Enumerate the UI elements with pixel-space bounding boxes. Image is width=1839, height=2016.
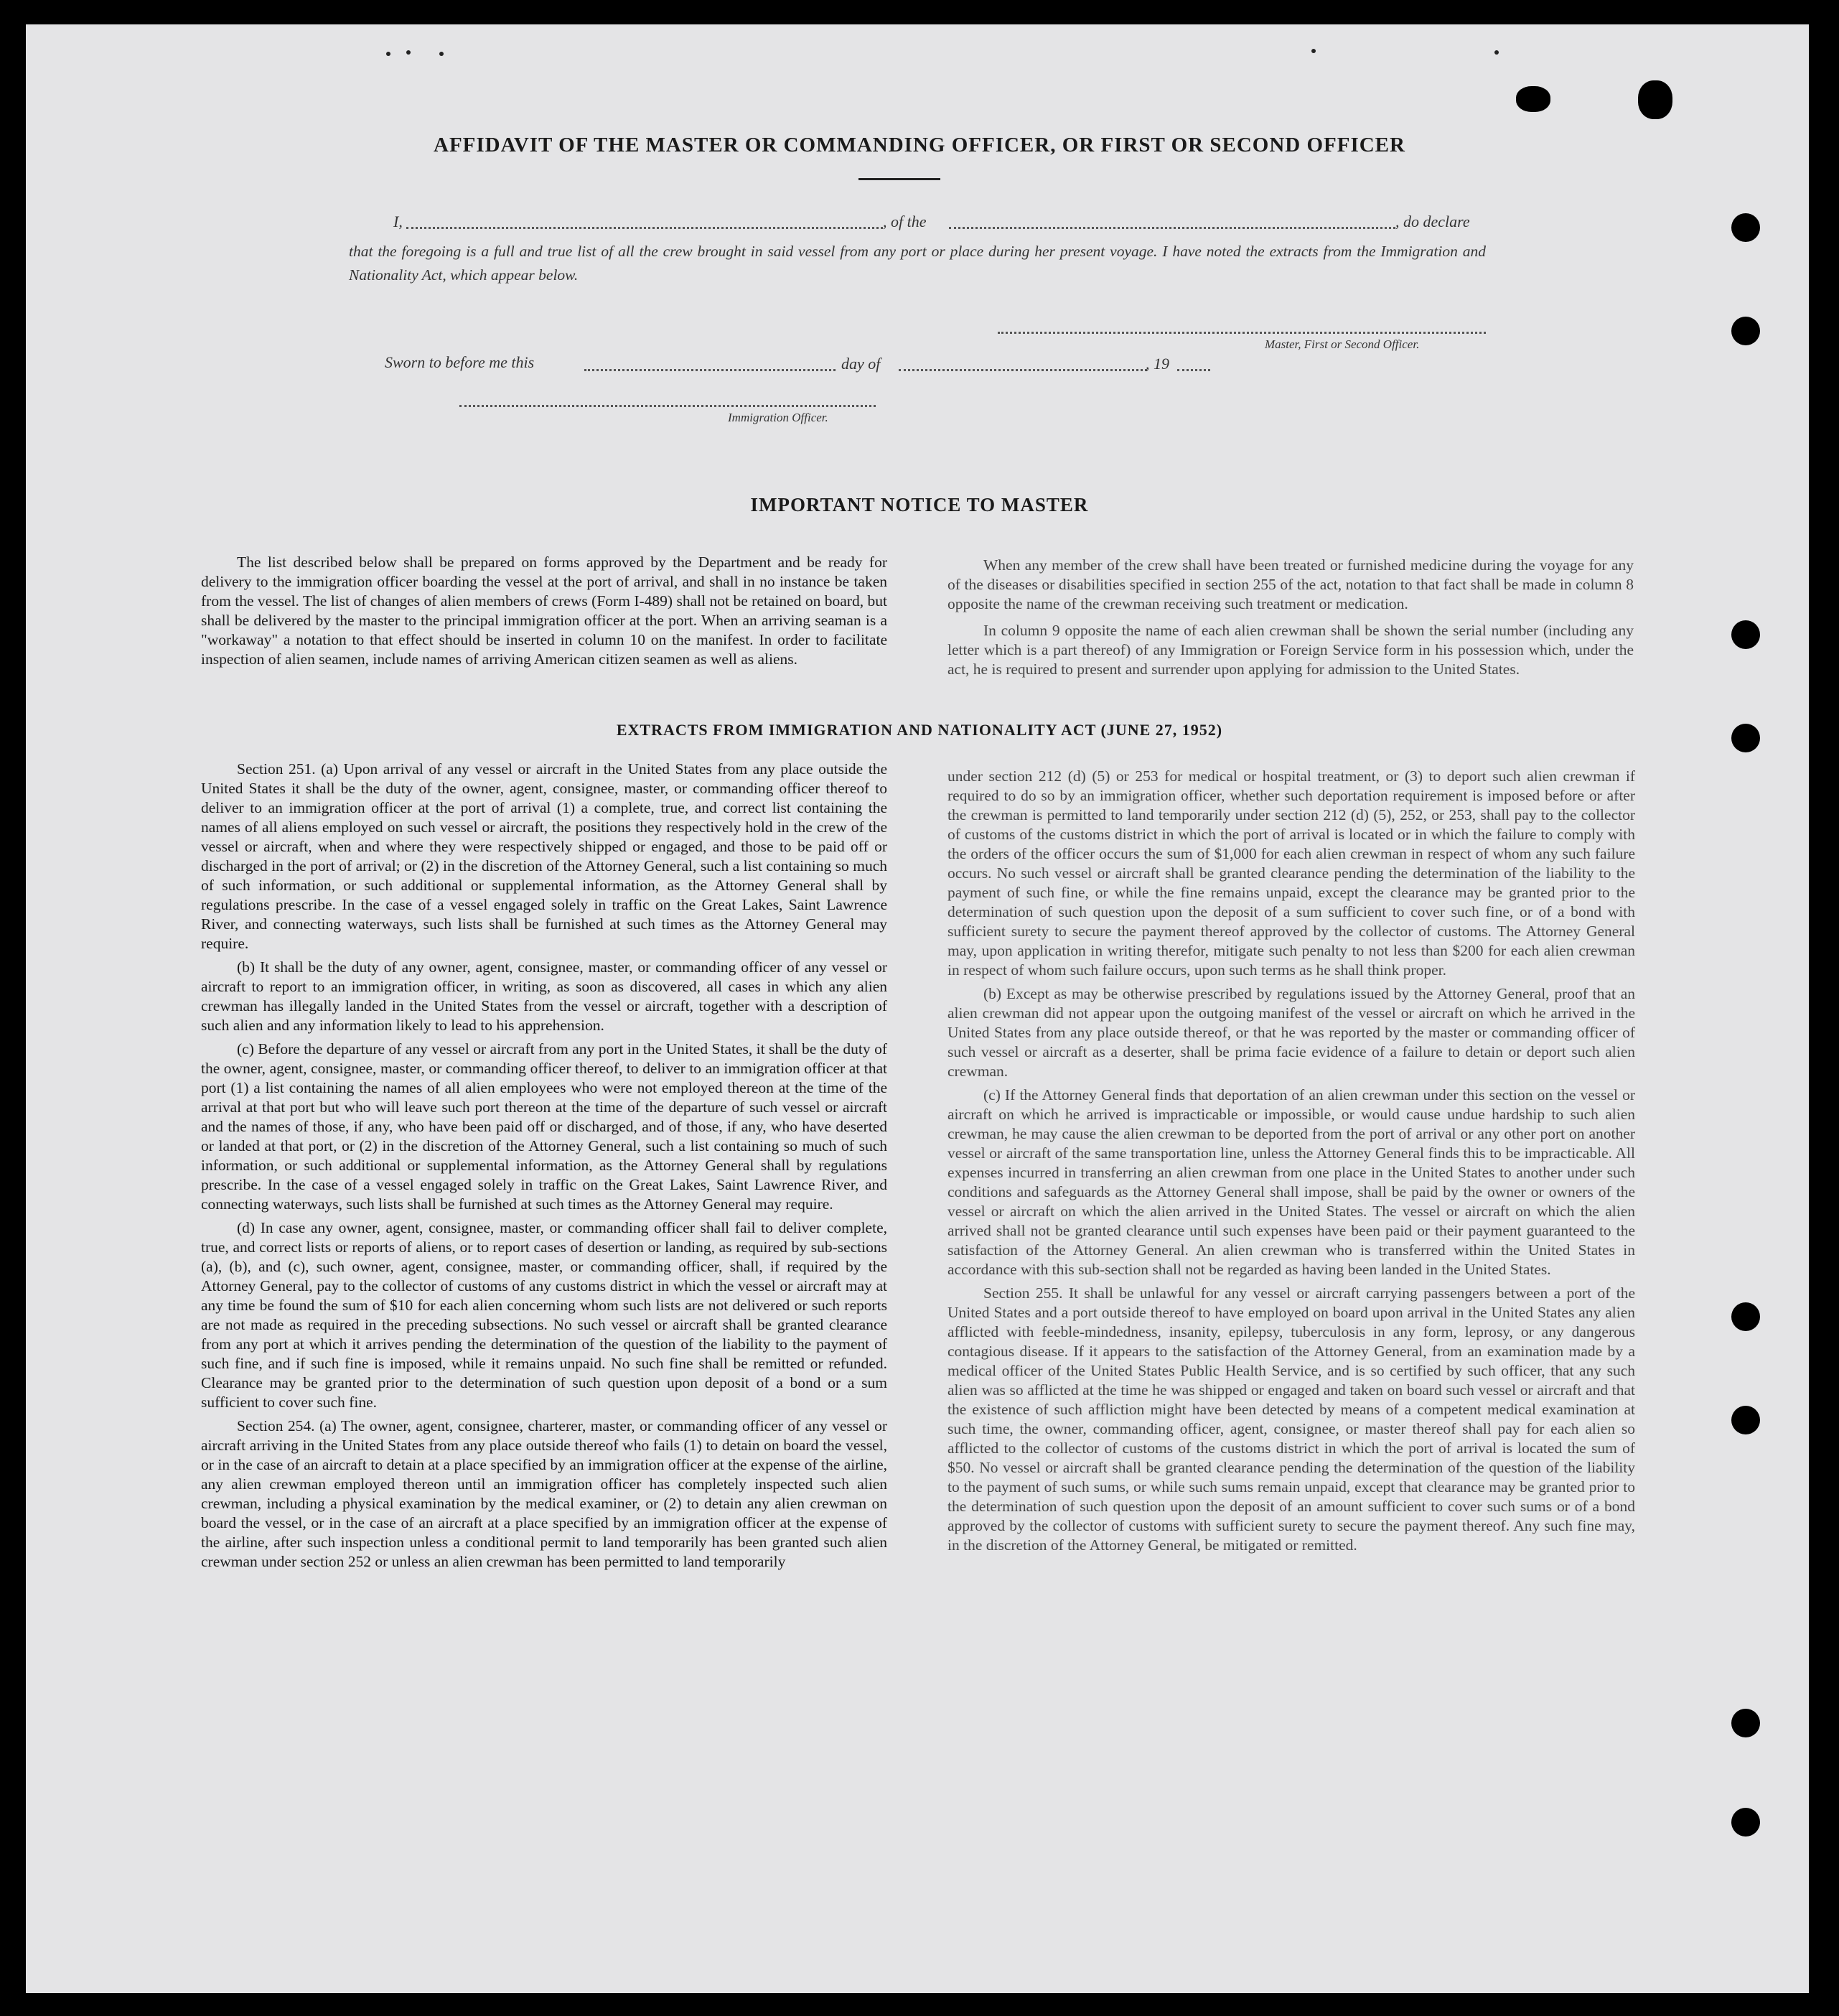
sworn-year-field[interactable] [1177, 369, 1210, 371]
speck-mark [439, 52, 444, 56]
day-of-label: day of [841, 355, 881, 373]
punch-hole [1731, 213, 1760, 242]
notice-left-column [201, 553, 887, 673]
extract-paragraph: (c) If the Attorney General finds that deportation of an alien crewman under this section on the vessel or aircraft on which he arrived is impracticable or impossible, or would cause undue hardship to such alien crewman, he may cause the alien crewman to be deported from the port of arrival or any other port on another vessel or aircraft of the same transportation line, unless the Attorney General finds this to be impracticable. All expenses incurred in transferring an alien crewman from one place in the United States to another under such conditions and safeguards as the Attorney General shall impose, shall be paid by the owner or owners of the vessel or aircraft on which the alien arrived in the United States. The vessel or aircraft on which the alien arrived shall not be granted clearance until such expenses have been paid or their payment guaranteed to the satisfaction of the Attorney General. An alien crewman who is transferred within the United States in accordance with this sub-section shall not be regarded as having been landed in the United States. [947, 1086, 1635, 1278]
extract-paragraph: under section 212 (d) (5) or 253 for medical or hospital treatment, or (3) to deport such alien crewman if required to do so by an immigration officer, whether such deportation requirement is imposed before or after the crewman is permitted to land temporarily under section 212 (d) (5), 252, or 253, shall pay to the collector of customs of the customs district in which the port of arrival is located or in which the failure to comply with the orders of the officer occurs the sum of $1,000 for each alien crewman in respect of whom any such failure occurs. No such vessel or aircraft shall be granted clearance pending the determination of the liability to the payment of such fine, or while the fine remains unpaid, except the clearance may be granted prior to the determination of such question upon the deposit of a sum sufficient to cover such fine, or of a bond with sufficient surety to secure the payment thereof approved by the collector of customs. The Attorney General may, upon application in writing therefor, mitigate such penalty to not less than $200 for each alien crewman in respect of whom such failure occurs, upon such terms as he shall think proper. [947, 767, 1635, 979]
extract-paragraph: Section 254. (a) The owner, agent, consignee, charterer, master, or commanding officer of any vessel or aircraft arriving in the United States from any place outside thereof who fails (1) to detain on board the vessel, or in the case of an aircraft to detain at a place specified by an immigration officer at the expense of the airline, any alien crewman employed thereon until an immigration officer has completely inspected such alien crewman, including a physical examination by the medical examiner, or (2) to detain any alien crewman on board the vessel, or in the case of an aircraft at a place specified by an immigration officer at the expense of the airline, after such inspection unless a conditional permit to land temporarily has been granted such alien crewman under section 252 or unless an alien crewman has been permitted to land temporarily [201, 1417, 887, 1570]
affidavit-do-declare: , do declare [1395, 213, 1470, 230]
title-rule [858, 178, 940, 180]
extract-paragraph: Section 251. (a) Upon arrival of any vessel or aircraft in the United States from any place outside the United States it shall be the duty of the owner, agent, consignee, master, or commanding officer thereof to deliver to an immigration officer at the port of arrival (1) a complete, true, and correct list containing the names of all aliens employed on such vessel or aircraft, the positions they respectively hold in the crew of the vessel or aircraft, when and where they were respectively shipped or engaged, and those to be paid off or discharged in the port of arrival; or (2) in the discretion of the Attorney General, such a list containing so much of such information, or such additional or supplemental information, as the Attorney General shall by regulations prescribe. In the case of a vessel engaged solely in traffic on the Great Lakes, Saint Lawrence River, and connecting waterways, such lists shall be furnished at such times as the Attorney General may require. [201, 760, 887, 952]
punch-hole [1731, 620, 1760, 649]
affidavit-of-the: , of the [883, 213, 927, 230]
speck-mark [386, 52, 390, 56]
vessel-field[interactable] [949, 227, 1395, 229]
name-field[interactable] [406, 227, 883, 229]
punch-hole [1731, 1808, 1760, 1837]
affidavit-declaration: that the foregoing is a full and true list of all the crew brought in said vessel from any port or place during her present voyage. I have noted the extracts from the Immigration and Nationality Act, which appear below. [349, 243, 1486, 284]
ink-blot [1516, 86, 1550, 112]
extracts-left-column [201, 760, 887, 1576]
extract-paragraph: (b) It shall be the duty of any owner, agent, consignee, master, or commanding officer of any vessel or aircraft to report to an immigration officer, in writing, as soon as discovered, all cases in which any alien crewman has illegally landed in the United States from the vessel or aircraft, together with a description of such alien and any information likely to lead to his apprehension. [201, 958, 887, 1034]
speck-mark [1311, 49, 1316, 53]
master-signature-field[interactable] [998, 332, 1486, 334]
notice-right-column [947, 556, 1634, 683]
punch-hole [1731, 1709, 1760, 1737]
notice-paragraph: When any member of the crew shall have been treated or furnished medicine during the voyage for any of the diseases or disabilities specified in section 255 of the act, notation to that fact shall be made in column 8 opposite the name of the crewman receiving such treatment or medication. [947, 556, 1634, 612]
sworn-day-field[interactable] [584, 369, 836, 371]
notice-paragraph: In column 9 opposite the name of each alien crewman shall be shown the serial number (including any letter which is a part thereof) of any Immigration or Foreign Service form in his possession which, under the act, he is required to present and surrender upon applying for admission to the United States. [947, 622, 1634, 678]
extract-paragraph: (c) Before the departure of any vessel or aircraft from any port in the United States, it shall be the duty of the owner, agent, consignee, master, or commanding officer thereof, to deliver to an immigration officer at that port (1) a list containing the names of all alien employees who were not employed thereon at the time of the arrival at that port but who will leave such port thereon at the time of the departure of such vessel or aircraft and the names of those, if any, who have been paid off or discharged, and of those, if any, who have deserted or landed at that port, or (2) in the discretion of the Attorney General, such a list containing so much of such information, or such additional or supplemental information, as the Attorney General shall by regulations prescribe. In the case of a vessel engaged solely in traffic on the Great Lakes, Saint Lawrence River, and connecting waterways, such lists shall be furnished at such times as the Attorney General may require. [201, 1040, 887, 1213]
notice-paragraph: The list described below shall be prepared on forms approved by the Department and be ready for delivery to the immigration officer boarding the vessel at the port of arrival, and shall in no instance be taken from the vessel. The list of changes of alien members of crews (Form I-489) shall not be retained on board, but shall be delivered by the master to the principal immigration officer at the port. When an arriving seaman is a "workaway" a notation to that effect should be inserted in column 10 on the manifest. In order to facilitate inspection of alien seamen, include names of arriving American citizen seamen as well as aliens. [201, 554, 887, 668]
sworn-month-field[interactable] [899, 369, 1147, 371]
speck-mark [1494, 50, 1499, 55]
year-label: , 19 [1146, 355, 1169, 373]
extract-paragraph: (b) Except as may be otherwise prescribed by regulations issued by the Attorney General, proof that an alien crewman did not appear upon the outgoing manifest of the vessel or aircraft on which he arrived in the United States from any place outside thereof, or that he was reported by the master or commanding officer of such vessel or aircraft as a deserter, shall be prima facie evidence of a failure to detain or deport such alien crewman. [947, 985, 1635, 1080]
officer-caption: Immigration Officer. [728, 411, 828, 424]
punch-hole [1731, 1302, 1760, 1331]
extract-paragraph: (d) In case any owner, agent, consignee, master, or commanding officer shall fail to deliver complete, true, and correct lists or reports of aliens, or to report cases of desertion or landing, as required by sub-sections (a), (b), and (c), such owner, agent, consignee, master, or commanding officer, shall, if required by the Attorney General, pay to the collector of customs of any customs district in which the vessel or aircraft may at any time be found the sum of $10 for each alien concerning whom such lists are not delivered or such reports are not made as required in the preceding subsections. No such vessel or aircraft shall be granted clearance from any port at which it arrives pending the determination of the question of the liability to the payment of such fine, and if such fine is imposed, while it remains unpaid. No such fine shall be remitted or refunded. Clearance may be granted prior to the determination of such question upon deposit of a bond or a sum sufficient to cover such fine. [201, 1219, 887, 1411]
speck-mark [406, 50, 411, 55]
affidavit-title: AFFIDAVIT OF THE MASTER OR COMMANDING OFFICER, OR FIRST OR SECOND OFFICER [434, 134, 1405, 157]
master-caption: Master, First or Second Officer. [1265, 337, 1420, 351]
extract-paragraph: Section 255. It shall be unlawful for any vessel or aircraft carrying passengers between a port of the United States and a port outside thereof to have employed on board upon arrival in the United States any alien afflicted with feeble-mindedness, insanity, epilepsy, tuberculosis in any form, leprosy, or any dangerous contagious disease. If it appears to the satisfaction of the Attorney General, from an examination made by a medical officer of the United States Public Health Service, and is so certified by such officer, that any such alien was so afflicted at the time he was shipped or engaged and taken on board such vessel or aircraft and that the existence of such affliction might have been detected by means of a competent medical examination at such time, the owner, commanding officer, agent, consignee, or master thereof shall pay for each alien so afflicted to the collector of customs of the customs district in which the port of arrival is located the sum of $50. No vessel or aircraft shall be granted clearance pending the determination of the question of the liability to the payment of such sums, or while such sums remain unpaid, except that clearance may be granted prior to the determination of such question upon the deposit of an amount sufficient to cover such sums or of a bond approved by the collector of customs with sufficient surety to secure the payment thereof. Any such fine may, in the discretion of the Attorney General, be mitigated or remitted. [947, 1284, 1635, 1554]
officer-signature-field[interactable] [459, 405, 876, 407]
extracts-title: EXTRACTS FROM IMMIGRATION AND NATIONALITY ACT (JUNE 27, 1952) [616, 721, 1223, 739]
punch-hole [1731, 317, 1760, 345]
affidavit-i: I, [393, 213, 403, 230]
sworn-label: Sworn to before me this [385, 353, 535, 371]
notice-title: IMPORTANT NOTICE TO MASTER [750, 494, 1089, 515]
ink-blot [1638, 80, 1672, 119]
extracts-right-column [947, 767, 1635, 1559]
punch-hole [1731, 1406, 1760, 1434]
